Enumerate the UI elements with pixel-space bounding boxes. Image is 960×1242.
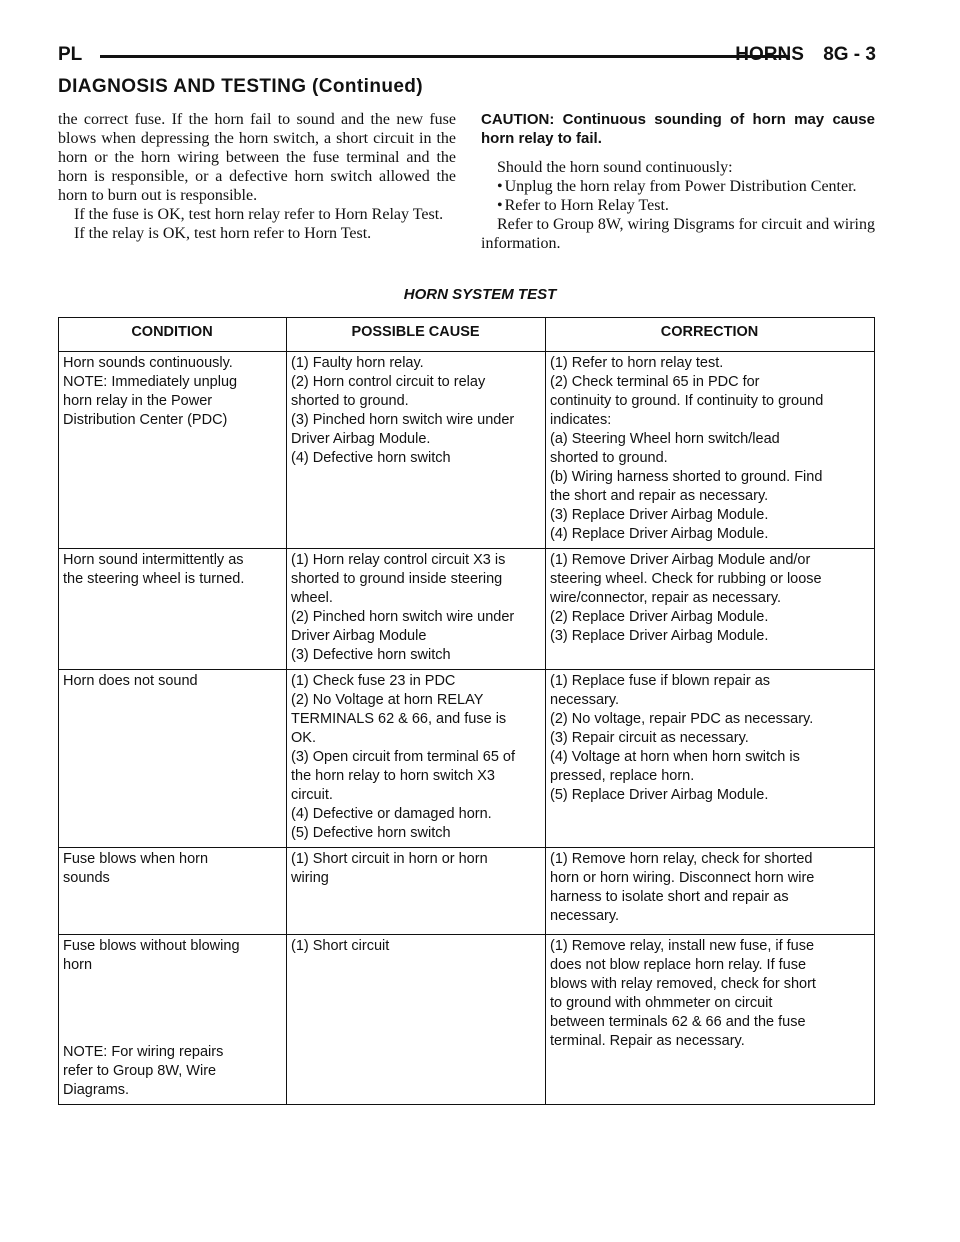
cause-cell (287, 848, 546, 935)
cell-line: (2) Replace Driver Airbag Module. (550, 609, 769, 625)
bullet-item (481, 177, 875, 196)
cell-line: (1) Faulty horn relay. (291, 355, 424, 371)
correction-cell (546, 935, 875, 1105)
cause-cell (287, 670, 546, 848)
cell-line: (3) Pinched horn switch wire under (291, 412, 515, 428)
cell-line: wiring (291, 870, 329, 886)
cell-line: the steering wheel is turned. (63, 571, 245, 587)
bullet-text: Refer to Horn Relay Test. (504, 197, 669, 214)
cell-line: (2) Horn control circuit to relay (291, 374, 486, 390)
cell-line: TERMINALS 62 & 66, and fuse is (291, 711, 507, 727)
cell-line: (1) Check fuse 23 in PDC (291, 673, 456, 689)
cell-line: Horn does not sound (63, 673, 198, 689)
condition-cell (59, 549, 287, 670)
cell-line: pressed, replace horn. (550, 768, 695, 784)
cell-line: (4) Defective horn switch (291, 450, 451, 466)
cause-cell (287, 935, 546, 1105)
table-row (59, 935, 875, 1105)
cell-line: Driver Airbag Module (291, 628, 427, 644)
page-header (58, 44, 876, 70)
cell-line: (3) Open circuit from terminal 65 of (291, 749, 516, 765)
right-text-column (481, 110, 875, 253)
cell-line: Fuse blows without blowing (63, 938, 240, 954)
section-title: DIAGNOSIS AND TESTING (Continued) (58, 76, 424, 97)
cell-line: (4) Defective or damaged horn. (291, 806, 492, 822)
cell-line: (1) Remove relay, install new fuse, if fuse (550, 938, 815, 954)
cell-line: (1) Replace fuse if blown repair as (550, 673, 771, 689)
cell-line: (5) Replace Driver Airbag Module. (550, 787, 769, 803)
cell-line: Driver Airbag Module. (291, 431, 431, 447)
cell-line: (2) Check terminal 65 in PDC for (550, 374, 760, 390)
cell-spacer (63, 975, 281, 1043)
cell-line: (b) Wiring harness shorted to ground. Find (550, 469, 823, 485)
cell-line: does not blow replace horn relay. If fuse (550, 957, 807, 973)
header-condition: CONDITION (59, 318, 287, 352)
cell-line: harness to isolate short and repair as (550, 889, 789, 905)
table-row (59, 670, 875, 848)
cell-line: sounds (63, 870, 110, 886)
cell-line: Horn sounds continuously. (63, 355, 233, 371)
condition-note-line: NOTE: For wiring repairs (63, 1044, 224, 1060)
left-paragraph-1: the correct fuse. If the horn fail to sound and the new fuse blows when depressing the horn switch, a short circuit in the horn or the horn wiring between the fuse terminal and the horn is responsible, or a defective horn switch allowed the horn to burn out is responsible. (58, 111, 456, 204)
cell-line: necessary. (550, 692, 620, 708)
condition-note-line: Diagrams. (63, 1082, 130, 1098)
correction-cell (546, 848, 875, 935)
bullet-icon: • (497, 197, 503, 214)
condition-cell (59, 670, 287, 848)
table-row (59, 848, 875, 935)
cell-line: necessary. (550, 908, 620, 924)
cell-line: (2) Pinched horn switch wire under (291, 609, 515, 625)
cell-line: (1) Horn relay control circuit X3 is (291, 552, 506, 568)
condition-cell (59, 848, 287, 935)
header-right (721, 44, 876, 66)
cell-line: to ground with ohmmeter on circuit (550, 995, 773, 1011)
header-possible-cause: POSSIBLE CAUSE (287, 318, 546, 352)
cell-line: horn (63, 957, 93, 973)
table-row (59, 549, 875, 670)
cell-line: horn relay in the Power (63, 393, 213, 409)
cell-line: horn or horn wiring. Disconnect horn wire (550, 870, 815, 886)
table-header-row (59, 318, 875, 352)
correction-cell (546, 549, 875, 670)
cell-line: Fuse blows when horn (63, 851, 209, 867)
cell-line: (3) Replace Driver Airbag Module. (550, 507, 769, 523)
cell-line: Distribution Center (PDC) (63, 412, 228, 428)
cell-line: (4) Replace Driver Airbag Module. (550, 526, 769, 542)
bullet-item (481, 196, 875, 215)
cell-line: (3) Replace Driver Airbag Module. (550, 628, 769, 644)
condition-cell (59, 935, 287, 1105)
cell-line: (1) Remove Driver Airbag Module and/or (550, 552, 811, 568)
cell-line: the short and repair as necessary. (550, 488, 769, 504)
bullet-icon: • (497, 178, 503, 195)
cell-line: (1) Remove horn relay, check for shorted (550, 851, 813, 867)
cell-line: (1) Short circuit (291, 938, 390, 954)
cause-cell (287, 549, 546, 670)
cell-line: (3) Repair circuit as necessary. (550, 730, 749, 746)
header-correction: CORRECTION (546, 318, 875, 352)
cell-line: (4) Voltage at horn when horn switch is (550, 749, 800, 765)
header-rule (100, 55, 790, 58)
header-page-number: 8G - 3 (823, 44, 876, 65)
cell-line: (3) Defective horn switch (291, 647, 451, 663)
caution-note: CAUTION: Continuous sounding of horn may cause horn relay to fail. (481, 111, 875, 147)
cell-line: (a) Steering Wheel horn switch/lead (550, 431, 780, 447)
wiring-reference: Refer to Group 8W, wiring Disgrams for circuit and wiring information. (481, 216, 875, 252)
correction-cell (546, 352, 875, 549)
cell-line: steering wheel. Check for rubbing or loose (550, 571, 822, 587)
cell-line: terminal. Repair as necessary. (550, 1033, 745, 1049)
condition-cell (59, 352, 287, 549)
cell-line: shorted to ground. (550, 450, 668, 466)
left-paragraph-3: If the relay is OK, test horn refer to Horn Test. (74, 225, 372, 242)
cell-line: NOTE: Immediately unplug (63, 374, 238, 390)
cell-line: between terminals 62 & 66 and the fuse (550, 1014, 806, 1030)
cell-line: wire/connector, repair as necessary. (550, 590, 782, 606)
continuous-horn-intro: Should the horn sound continuously: (497, 159, 733, 176)
left-paragraph-2: If the fuse is OK, test horn relay refer to Horn Relay Test. (74, 206, 444, 223)
table-body (59, 352, 875, 1105)
cause-cell (287, 352, 546, 549)
cell-line: Horn sound intermittently as (63, 552, 244, 568)
header-model-code: PL (58, 44, 83, 65)
cell-line: circuit. (291, 787, 333, 803)
left-text-column (58, 110, 456, 243)
table-row (59, 352, 875, 549)
correction-cell (546, 670, 875, 848)
cell-line: (5) Defective horn switch (291, 825, 451, 841)
cell-line: blows with relay removed, check for short (550, 976, 816, 992)
cell-line: shorted to ground. (291, 393, 409, 409)
horn-system-test-table (58, 317, 875, 1105)
cell-line: wheel. (291, 590, 333, 606)
cell-line: (2) No voltage, repair PDC as necessary. (550, 711, 814, 727)
cell-line: the horn relay to horn switch X3 (291, 768, 495, 784)
cell-line: (2) No Voltage at horn RELAY (291, 692, 484, 708)
cell-line: shorted to ground inside steering (291, 571, 503, 587)
bullet-text: Unplug the horn relay from Power Distribution Center. (504, 178, 857, 195)
cell-line: continuity to ground. If continuity to ground (550, 393, 824, 409)
condition-note-line: refer to Group 8W, Wire (63, 1063, 217, 1079)
cell-line: OK. (291, 730, 316, 746)
cell-line: (1) Refer to horn relay test. (550, 355, 724, 371)
table-title: HORN SYSTEM TEST (403, 286, 557, 303)
cell-line: indicates: (550, 412, 612, 428)
header-section-name: HORNS (735, 44, 804, 65)
cell-line: (1) Short circuit in horn or horn (291, 851, 488, 867)
